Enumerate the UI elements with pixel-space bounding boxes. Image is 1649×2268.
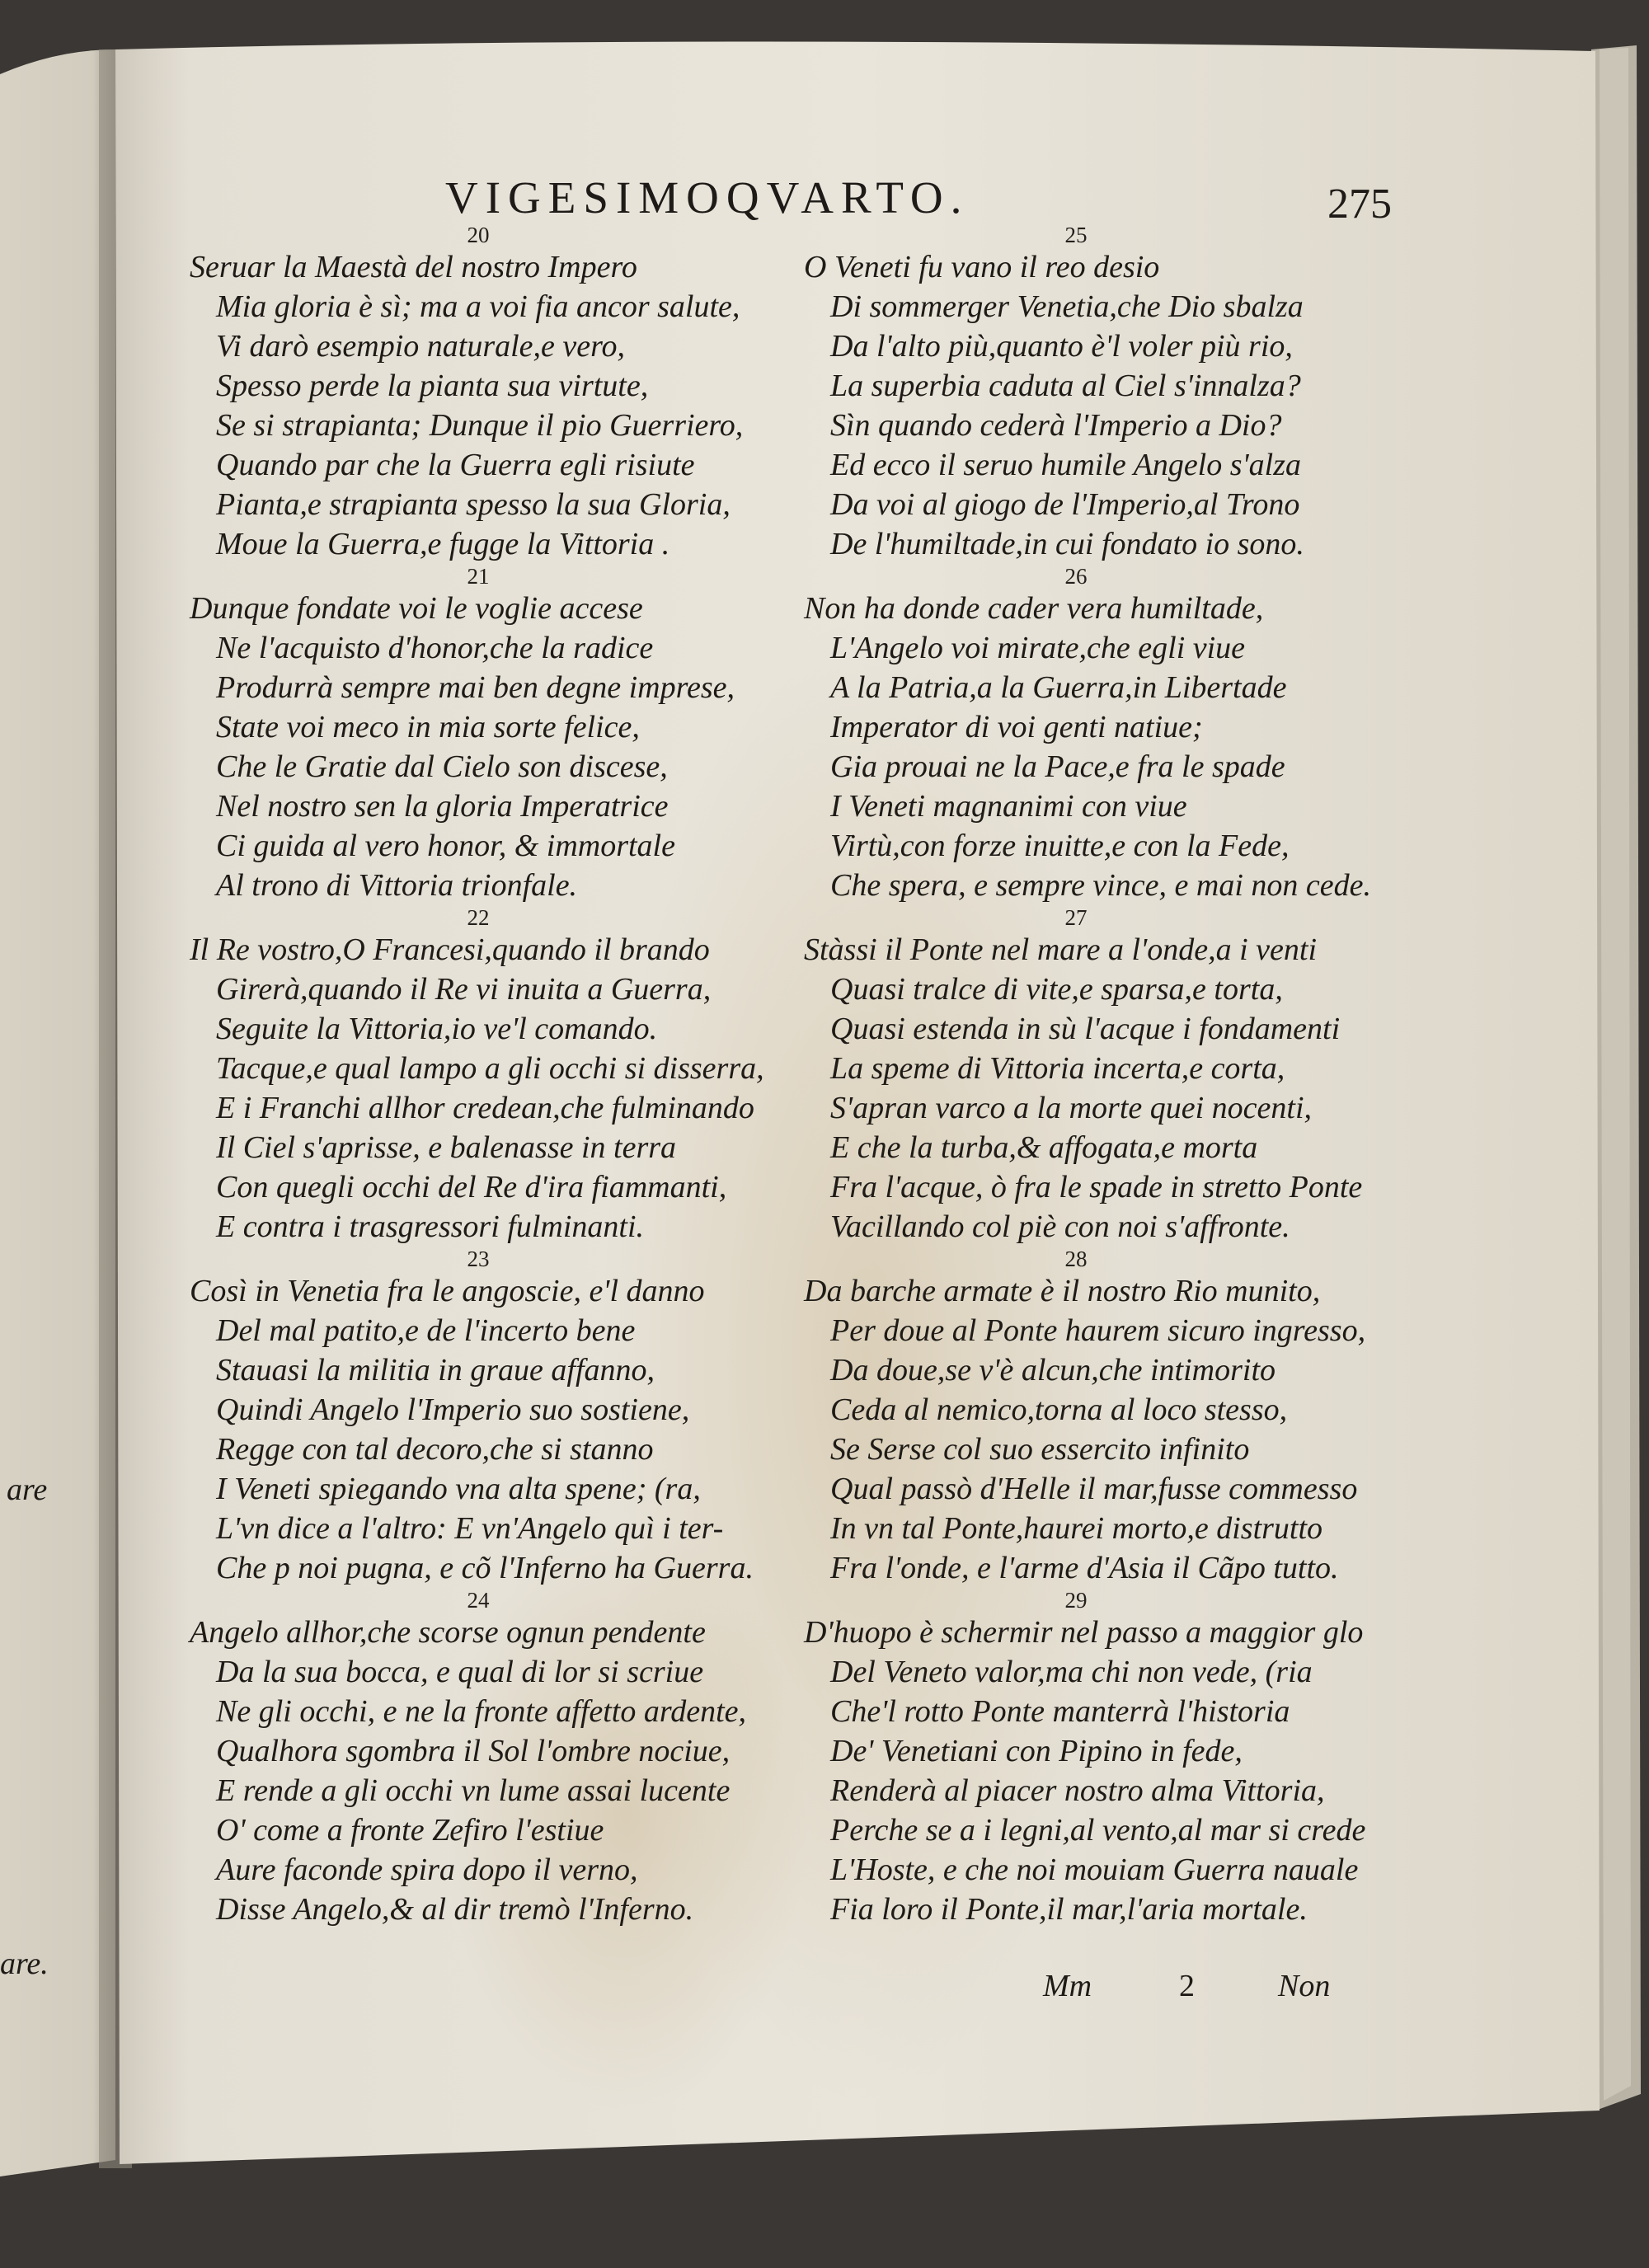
verse-line: Da voi al giogo de l'Imperio,al Trono xyxy=(830,487,1300,522)
verse-line: Che p noi pugna, e cõ l'Inferno ha Guerra. xyxy=(216,1551,754,1585)
verse-line: Da barche armate è il nostro Rio munito, xyxy=(804,1274,1321,1308)
verse-line: Se si strapianta; Dunque il pio Guerriero, xyxy=(216,408,744,443)
running-head: VIGESIMOQVARTO. xyxy=(445,172,970,223)
verse-line: Del mal patito,e de l'incerto bene xyxy=(216,1313,636,1348)
verse-line: Disse Angelo,& al dir tremò l'Inferno. xyxy=(216,1892,694,1927)
stanza-number: 21 xyxy=(467,564,490,589)
verse-line: In vn tal Ponte,haurei morto,e distrutto xyxy=(830,1511,1323,1546)
verse-line: Quando par che la Guerra egli risiute xyxy=(216,448,695,482)
verse-line: Renderà al piacer nostro alma Vittoria, xyxy=(830,1773,1325,1808)
verse-line: Quindi Angelo l'Imperio suo sostiene, xyxy=(216,1392,690,1427)
verse-line: Sìn quando cederà l'Imperio a Dio? xyxy=(830,408,1282,443)
verse-line: Il Ciel s'aprisse, e balenasse in terra xyxy=(216,1130,677,1165)
verse-line: Tacque,e qual lampo a gli occhi si disserra, xyxy=(216,1051,764,1086)
verse-line: E che la turba,& affogata,e morta xyxy=(830,1130,1258,1165)
verse-line: L'vn dice a l'altro: E vn'Angelo quì i ter- xyxy=(216,1511,724,1546)
verse-line: Da l'alto più,quanto è'l voler più rio, xyxy=(830,329,1293,364)
facing-page-fragment: are xyxy=(7,1472,48,1507)
verse-line: Per doue al Ponte haurem sicuro ingresso, xyxy=(830,1313,1366,1348)
verse-line: De l'humiltade,in cui fondato io sono. xyxy=(830,527,1304,561)
verse-line: Quasi tralce di vite,e sparsa,e torta, xyxy=(830,972,1283,1007)
verse-line: Imperator di voi genti natiue; xyxy=(830,710,1203,744)
verse-line: Ed ecco il seruo humile Angelo s'alza xyxy=(830,448,1302,482)
stanza xyxy=(190,1588,816,1929)
verse-line: Ne gli occhi, e ne la fronte affetto ardente, xyxy=(216,1694,747,1729)
verse-line: Seruar la Maestà del nostro Impero xyxy=(190,250,637,284)
stanza-number: 25 xyxy=(1064,223,1088,247)
facing-page-fragment: are. xyxy=(0,1946,49,1981)
catchword: Non xyxy=(1278,1969,1331,2003)
verse-line: L'Angelo voi mirate,che egli viue xyxy=(830,631,1246,665)
verse-line: Pianta,e strapianta spesso la sua Gloria, xyxy=(216,487,731,522)
verse-line: I Veneti spiegando vna alta spene; (ra, xyxy=(216,1472,701,1506)
facing-page xyxy=(0,49,115,2176)
verse-line: Mia gloria è sì; ma a voi fia ancor salute, xyxy=(216,289,740,324)
verse-line: O Veneti fu vano il reo desio xyxy=(804,250,1160,284)
stanza xyxy=(190,223,816,564)
verse-line: Stauasi la militia in graue affanno, xyxy=(216,1353,655,1388)
verse-line: Così in Venetia fra le angoscie, e'l danno xyxy=(190,1274,705,1308)
verse-line: La speme di Vittoria incerta,e corta, xyxy=(830,1051,1285,1086)
verse-line: Stàssi il Ponte nel mare a l'onde,a i venti xyxy=(804,932,1318,967)
verse-line: Da la sua bocca, e qual di lor si scriue xyxy=(216,1655,704,1689)
verse-line: La superbia caduta al Ciel s'innalza? xyxy=(830,369,1301,403)
signature-number: 2 xyxy=(1179,1969,1195,2003)
verse-line: State voi meco in mia sorte felice, xyxy=(216,710,640,744)
verse-line: Aure faconde spira dopo il verno, xyxy=(216,1852,638,1887)
verse-line: Girerà,quando il Re vi inuita a Guerra, xyxy=(216,972,712,1007)
verse-line: Fra l'onde, e l'arme d'Asia il Cãpo tutto. xyxy=(830,1551,1339,1585)
verse-line: Ne l'acquisto d'honor,che la radice xyxy=(216,631,654,665)
verse-line: Con quegli occhi del Re d'ira fiammanti, xyxy=(216,1170,727,1204)
stanza xyxy=(804,1588,1431,1929)
verse-line: Ci guida al vero honor, & immortale xyxy=(216,829,675,863)
verse-line: Produrrà sempre mai ben degne imprese, xyxy=(216,670,735,705)
stanza-number: 27 xyxy=(1064,905,1088,930)
verse-line: Virtù,con forze inuitte,e con la Fede, xyxy=(830,829,1290,863)
verse-line: Fra l'acque, ò fra le spade in stretto Ponte xyxy=(830,1170,1363,1204)
signature-mark: Mm xyxy=(1043,1969,1092,2003)
verse-line: Gia prouai ne la Pace,e fra le spade xyxy=(830,749,1285,784)
stanza-number: 24 xyxy=(467,1588,490,1613)
stanza xyxy=(804,564,1431,905)
verse-line: Non ha donde cader vera humiltade, xyxy=(804,591,1264,626)
verse-line: Da doue,se v'è alcun,che intimorito xyxy=(830,1353,1276,1388)
verse-line: Il Re vostro,O Francesi,quando il brando xyxy=(190,932,710,967)
verse-line: L'Hoste, e che noi mouiam Guerra nauale xyxy=(830,1852,1359,1887)
verse-line: Se Serse col suo essercito infinito xyxy=(830,1432,1250,1467)
verse-line: Angelo allhor,che scorse ognun pendente xyxy=(190,1615,706,1650)
verse-line: O' come a fronte Zefiro l'estiue xyxy=(216,1813,604,1848)
verse-line: De' Venetiani con Pipino in fede, xyxy=(830,1734,1243,1768)
verse-line: E contra i trasgressori fulminanti. xyxy=(216,1209,645,1244)
stanza-number: 22 xyxy=(467,905,490,930)
verse-line: Vi darò esempio naturale,e vero, xyxy=(216,329,626,364)
verse-line: Fia loro il Ponte,il mar,l'aria mortale. xyxy=(830,1892,1308,1927)
verse-line: Perche se a i legni,al vento,al mar si crede xyxy=(830,1813,1366,1848)
verse-line: Che le Gratie dal Cielo son discese, xyxy=(216,749,668,784)
stanza-number: 29 xyxy=(1064,1588,1088,1613)
verse-line: Che spera, e sempre vince, e mai non cede. xyxy=(830,868,1371,903)
verse-line: Qualhora sgombra il Sol l'ombre nociue, xyxy=(216,1734,731,1768)
verse-line: S'apran varco a la morte quei nocenti, xyxy=(830,1091,1313,1125)
stanza xyxy=(190,1247,816,1588)
verse-line: Dunque fondate voi le voglie accese xyxy=(190,591,643,626)
verse-line: Al trono di Vittoria trionfale. xyxy=(216,868,578,903)
verse-line: I Veneti magnanimi con viue xyxy=(830,789,1187,824)
stanza-number: 28 xyxy=(1064,1247,1088,1271)
stanza xyxy=(190,905,816,1247)
verse-line: Di sommerger Venetia,che Dio sbalza xyxy=(830,289,1304,324)
stanza-number: 20 xyxy=(467,223,490,247)
stanza xyxy=(804,905,1431,1247)
page-number: 275 xyxy=(1327,181,1392,228)
right-column xyxy=(804,223,1431,1929)
verse-line: Del Veneto valor,ma chi non vede, (ria xyxy=(830,1655,1313,1689)
verse-line: Ceda al nemico,torna al loco stesso, xyxy=(830,1392,1288,1427)
verse-line: Che'l rotto Ponte manterrà l'historia xyxy=(830,1694,1290,1729)
verse-line: D'huopo è schermir nel passo a maggior glo xyxy=(804,1615,1364,1650)
verse-line: Regge con tal decoro,che si stanno xyxy=(216,1432,654,1467)
left-column xyxy=(190,223,816,1929)
stanza-number: 26 xyxy=(1064,564,1088,589)
verse-line: Seguite la Vittoria,io ve'l comando. xyxy=(216,1012,658,1046)
verse-line: Vacillando col piè con noi s'affronte. xyxy=(830,1209,1290,1244)
verse-line: Qual passò d'Helle il mar,fusse commesso xyxy=(830,1472,1358,1506)
verse-line: Spesso perde la pianta sua virtute, xyxy=(216,369,649,403)
stanza-number: 23 xyxy=(467,1247,490,1271)
stanza xyxy=(804,1247,1431,1588)
verse-line: Moue la Guerra,e fugge la Vittoria . xyxy=(216,527,670,561)
verse-line: E i Franchi allhor credean,che fulminando xyxy=(216,1091,754,1125)
verse-line: A la Patria,a la Guerra,in Libertade xyxy=(830,670,1287,705)
stanza xyxy=(804,223,1431,564)
stanza xyxy=(190,564,816,905)
verse-line: E rende a gli occhi vn lume assai lucente xyxy=(216,1773,731,1808)
verse-line: Quasi estenda in sù l'acque i fondamenti xyxy=(830,1012,1341,1046)
verse-line: Nel nostro sen la gloria Imperatrice xyxy=(216,789,669,824)
